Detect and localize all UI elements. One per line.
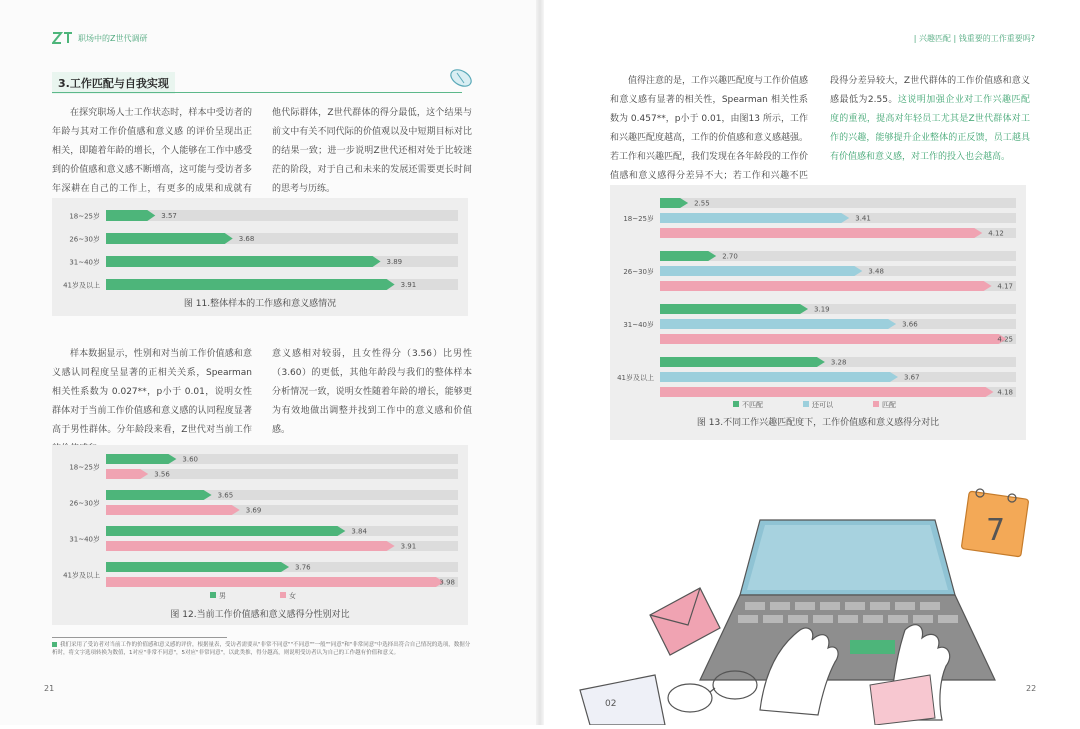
bar-男 (106, 526, 345, 536)
chart-caption: 图 11.整体样本的工作感和意义感情况 (183, 299, 337, 309)
bar-value-label: 3.69 (245, 506, 262, 515)
chart-13 (610, 185, 1026, 440)
envelope-icon (650, 588, 720, 655)
notebook-icon (580, 675, 665, 725)
bar-女 (106, 541, 395, 551)
bar-value-label: 4.18 (997, 388, 1013, 397)
chart-11-box (52, 198, 468, 316)
category-label: 26~30岁 (69, 235, 100, 244)
bar-value-label: 3.84 (351, 527, 367, 536)
bar-value (106, 279, 395, 290)
page-number-left: 21 (44, 684, 55, 693)
category-label: 26~30岁 (623, 268, 654, 276)
bar-男 (106, 454, 176, 464)
bar-value-label: 3.48 (868, 267, 884, 276)
right-paragraph-col-2 (830, 72, 1030, 167)
bar-女 (106, 469, 148, 479)
bar-匹配 (660, 334, 1007, 344)
bar-value (106, 210, 155, 221)
bar-value-label: 3.57 (161, 212, 177, 220)
section-title-underline (52, 92, 462, 93)
laptop-icon (700, 520, 995, 680)
bar-不匹配 (660, 304, 808, 314)
bar-女 (106, 505, 240, 515)
bar-还可以 (660, 266, 862, 276)
bar-女 (106, 577, 444, 587)
bar-男 (106, 562, 289, 572)
bar-value-label: 4.12 (988, 229, 1004, 238)
bar-不匹配 (660, 357, 825, 367)
category-label: 18~25岁 (623, 215, 654, 223)
bar-value-label: 3.65 (217, 491, 234, 500)
bar-track (106, 210, 458, 221)
category-label: 41岁及以上 (63, 571, 100, 580)
bar-value-label: 2.70 (722, 252, 738, 261)
notebook-text: 02 (605, 699, 617, 709)
calendar-icon (961, 489, 1028, 557)
right-paragraph-highlight: 这说明加强企业对工作兴趣匹配度的重视，提高对年轻员工尤其是Z世代群体对工作的兴趣，能够提升企业整体的正反馈，员工越具有价值感和意义感，对工作的投入也会越高。 (830, 95, 1030, 162)
legend-swatch (733, 401, 739, 407)
bar-还可以 (660, 319, 896, 329)
bar-value-label: 4.17 (997, 282, 1013, 291)
category-label: 31~40岁 (623, 321, 654, 329)
legend-swatch (210, 592, 216, 598)
bar-value-label: 3.56 (154, 470, 170, 479)
bar-track (660, 198, 1016, 208)
bar-value-label: 4.25 (997, 335, 1013, 344)
bar-value-label: 3.91 (400, 542, 417, 551)
header-left-title: 职场中的Z世代调研 (78, 34, 148, 43)
category-label: 31~40岁 (69, 258, 100, 267)
legend-label: 女 (289, 592, 296, 600)
footnote-text: 我们采用了受访者对当前工作的价值感和意义感的评价，根据量表，受访者需要从"非常不同意""不同意""一般""同意"和"非常同意"中选择出符合自己情况的选项，数据分析时，将文字选项转换为数值，1对应"非常不同意"，5对应"非常同意"，以此类推，得分越高，则说明受访者认为自己的工作越有价值和意义。 (52, 642, 471, 656)
bar-还可以 (660, 213, 849, 223)
page-gutter (536, 0, 544, 725)
bar-男 (106, 490, 212, 500)
bar-匹配 (660, 387, 994, 397)
right-paragraph-plain: 段得分差异较大，Z世代群体的工作价值感和意义感最低为2.55。 (830, 76, 1030, 105)
bar-value-label: 3.76 (295, 563, 311, 572)
footnote-rule (52, 637, 227, 638)
bar-value-label: 3.28 (830, 358, 847, 367)
bar-匹配 (660, 281, 992, 291)
paragraph-2-col-1: 样本数据显示，性别和对当前工作价值感和意义感认同程度呈显著的正相关关系，Spearman 相关性系数为 0.027**，p小于 0.01，说明女性群体对于当前工作价值感和意义感的认同程度显著高于男性群体。分年龄段来看，Z世代对当前工作 (52, 349, 252, 435)
workspace-illustration (560, 480, 1060, 729)
bar-value-label: 2.55 (694, 199, 710, 208)
bar-value-label: 3.19 (814, 305, 830, 314)
legend-swatch (873, 401, 879, 407)
legend-label: 不匹配 (742, 401, 763, 409)
category-label: 41岁及以上 (63, 281, 100, 290)
legend-swatch (280, 592, 286, 598)
right-paragraph-col-1: 值得注意的是，工作兴趣匹配度与工作价值感和意义感有显著的相关性，Spearman 相关性系数为 0.457**，p小于 0.01，由图13 所示，工作和兴趣匹配度越高，工作的价值感和意义感越强。若工作和兴趣匹配，我们发现在各年龄段的工作价值感和意义感得分差异不大；若工作和兴趣不匹 (610, 76, 809, 181)
footnote (52, 641, 472, 657)
category-label: 31~40岁 (69, 535, 100, 544)
category-label: 26~30岁 (69, 499, 100, 508)
chart-caption: 图 12.当前工作价值感和意义感得分性别对比 (170, 610, 350, 620)
bar-value-label: 3.66 (902, 320, 918, 329)
bar-还可以 (660, 372, 898, 382)
category-label: 18~25岁 (69, 212, 100, 221)
bar-不匹配 (660, 251, 716, 261)
chart-caption: 图 13.不同工作兴趣匹配度下，工作价值感和意义感得分对比 (696, 418, 940, 428)
report-logo-icon (52, 30, 74, 44)
legend-label: 匹配 (882, 401, 896, 409)
bar-value-label: 3.68 (238, 235, 255, 243)
bar-value-label: 3.67 (903, 373, 920, 382)
page-number-right: 22 (1026, 684, 1037, 693)
bar-value (106, 256, 381, 267)
chart-12-box (52, 445, 468, 625)
footnote-marker-icon (52, 642, 57, 647)
chart-12 (52, 445, 468, 625)
bar-value-label: 3.91 (400, 281, 417, 289)
category-label: 41岁及以上 (617, 374, 654, 382)
legend-label: 还可以 (812, 401, 833, 409)
bar-匹配 (660, 228, 982, 238)
paragraph-2-col-2: 意义感相对较弱，且女性得分（3.56）比男性（3.60）的更低，其他年龄段与我们的整体样本分析情况一致，说明女性随着年龄的增长，能够更为有效地做出调整并找到工作中的意义感和价值感。 (272, 349, 472, 435)
section-title: 3.工作匹配与自我实现 (52, 72, 175, 94)
bar-value-label: 3.98 (439, 578, 455, 587)
calendar-number: 7 (986, 513, 1006, 548)
bar-value (106, 233, 233, 244)
header-right-title: | 兴趣匹配 | 钱重要的工作重要吗? (913, 34, 1035, 43)
category-label: 18~25岁 (69, 463, 100, 472)
bar-value-label: 3.89 (386, 258, 403, 266)
chart-11 (52, 198, 468, 316)
paragraph-1-col-1: 在探究职场人士工作状态时，样本中受访者的年龄与其对工作价值感和意义感 的评价呈现出正相关，即随着年龄的增长，个人能够在工作中感受到的价值感和意义感不断增高，这可能与受访者多年深耕在自己的工作上，有更多的成果和成就有 (52, 108, 252, 194)
mouse-icon (448, 68, 474, 92)
paragraph-1-col-2: 他代际群体，Z世代群体的得分最低，这个结果与前文中有关不同代际的价值观以及中短期目标对比的结果一致；进一步说明Z世代还相对处于比较迷茫的阶段，对于自己和未来的发展还需要更长时间的思考与历练。 (272, 108, 472, 194)
legend-swatch (803, 401, 809, 407)
bar-value-label: 3.41 (855, 214, 871, 223)
legend-label: 男 (219, 592, 226, 600)
bar-value-label: 3.60 (182, 455, 198, 464)
chart-13-box (610, 185, 1026, 440)
